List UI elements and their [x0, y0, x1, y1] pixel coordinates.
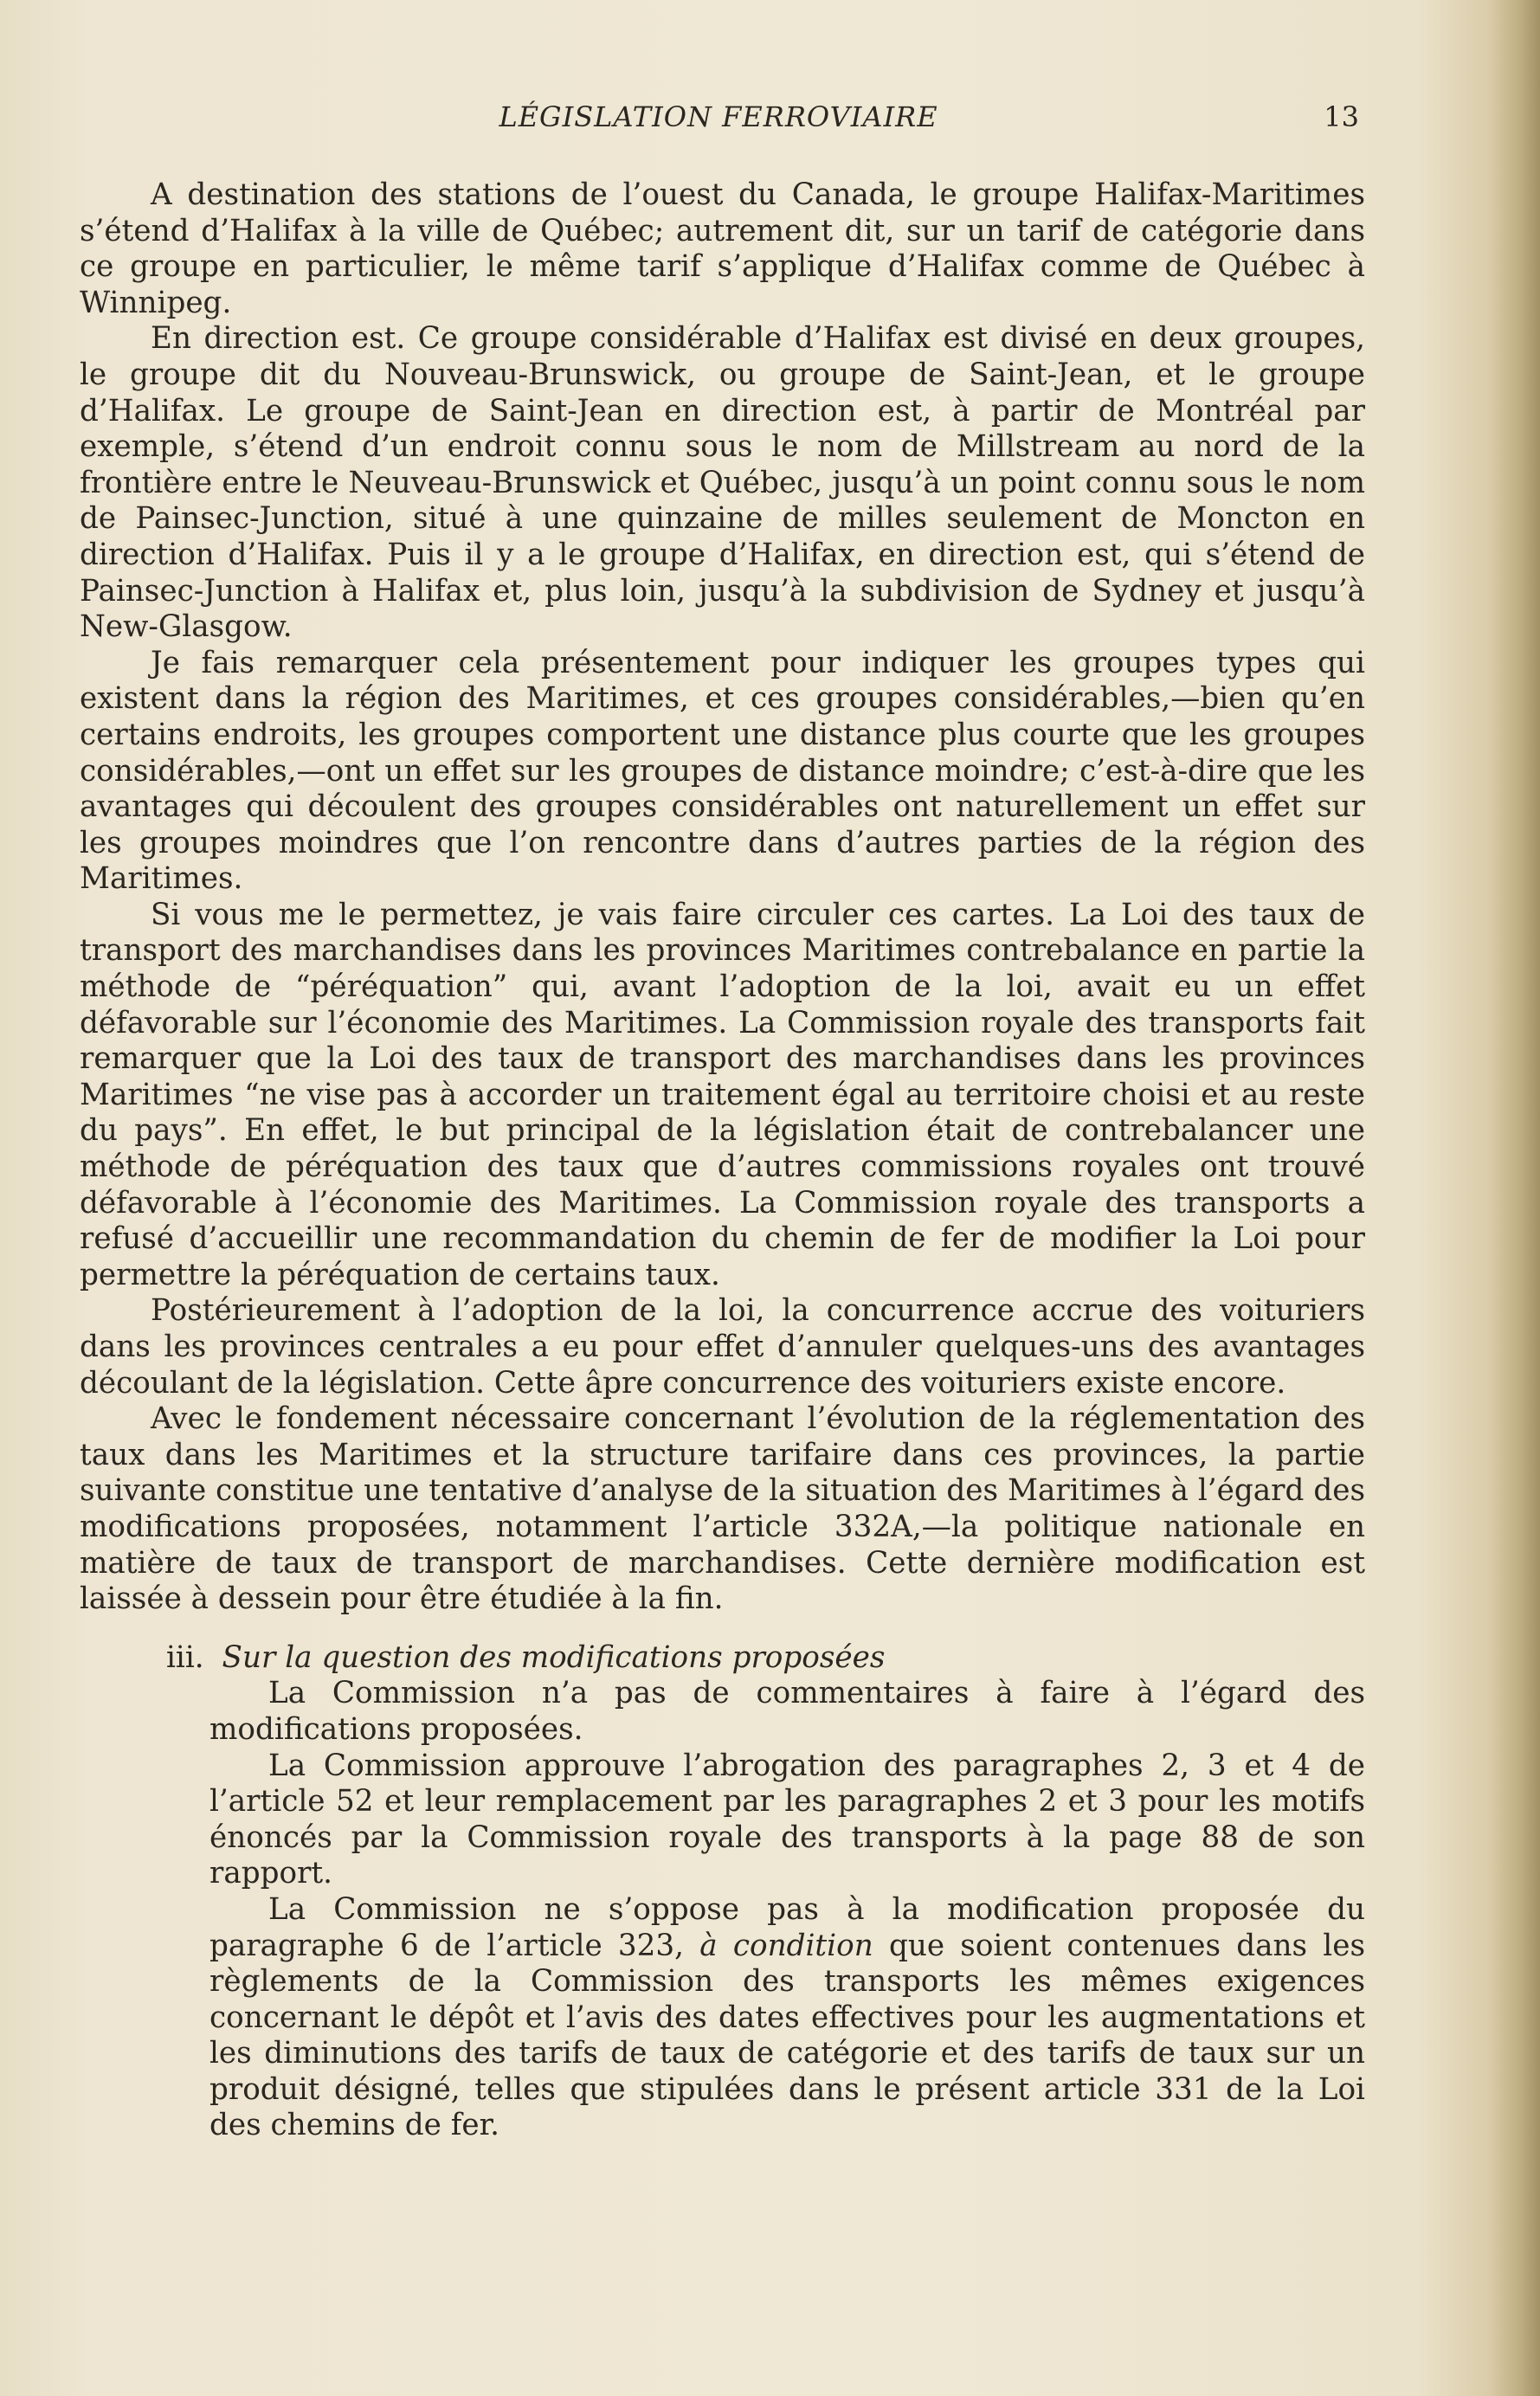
section-iii: [80, 1640, 1365, 2144]
page-header: [78, 100, 1359, 144]
paragraph: Si vous me le permettez, je vais faire circuler ces cartes. La Loi des taux de transport des marchandises dans les provinces Maritimes contrebalance en partie la méthode de “péréquation” qui, avant l’adoption de la loi, avait eu un effet défavorable sur l’économie des Maritimes. La Commission royale des transports fait remarquer que la Loi des taux de transport des marchandises dans les provinces Maritimes “ne vise pas à accorder un traitement égal au territoire choisi et au reste du pays”. En effet, le but principal de la législation était de contrebalancer une méthode de péréquation des taux que d’autres commissions royales ont trouvé défavorable à l’économie des Maritimes. La Commission royale des transports a refusé d’accueillir une recommandation du chemin de fer de modifier la Loi pour permettre la péréquation de certains taux.: [80, 897, 1365, 1292]
section-body: [80, 1676, 1365, 2144]
emphasis-text: à condition: [699, 1928, 873, 1963]
section-number: iii.: [166, 1639, 204, 1675]
text-run: La Commission ne s’oppose pas à la modification proposée du paragraphe 6 de l’article 323,: [209, 1891, 1365, 1963]
section-paragraph: La Commission n’a pas de commentaires à faire à l’égard des modifications proposées.: [209, 1676, 1365, 1747]
body-text: [80, 177, 1365, 2144]
page-number: 13: [1324, 100, 1359, 133]
section-heading: [80, 1640, 1365, 1677]
paragraph: A destination des stations de l’ouest du Canada, le groupe Halifax-Maritimes s’étend d’Halifax à la ville de Québec; autrement dit, sur un tarif de catégorie dans ce groupe en particulier, le même tarif s’applique d’Halifax comme de Québec à Winnipeg.: [80, 177, 1365, 320]
paragraph: Je fais remarquer cela présentement pour indiquer les groupes types qui existent dans la région des Maritimes, et ces groupes considérables,—bien qu’en certains endroits, les groupes comportent une distance plus courte que les groupes considérables,—ont un effet sur les groupes de distance moindre; c’est-à-dire que les avantages qui découlent des groupes considérables ont naturellement un effet sur les groupes moindres que l’on rencontre dans d’autres parties de la région des Maritimes.: [80, 645, 1365, 897]
paragraph: Postérieurement à l’adoption de la loi, la concurrence accrue des voituriers dans les provinces centrales a eu pour effet d’annuler quelques-uns des avantages découlant de la législation. Cette âpre concurrence des voituriers existe encore.: [80, 1293, 1365, 1401]
page-spine-shadow: [1488, 0, 1540, 2396]
paragraph: En direction est. Ce groupe considérable d’Halifax est divisé en deux groupes, le groupe dit du Nouveau-Brunswick, ou groupe de Saint-Jean, et le groupe d’Halifax. Le groupe de Saint-Jean en direction est, à partir de Montréal par exemple, s’étend d’un endroit connu sous le nom de Millstream au nord de la frontière entre le Neuveau-Brunswick et Québec, jusqu’à un point connu sous le nom de Painsec-Junction, situé à une quinzaine de milles seulement de Moncton en direction d’Halifax. Puis il y a le groupe d’Halifax, en direction est, qui s’étend de Painsec-Junction à Halifax et, plus loin, jusqu’à la subdivision de Sydney et jusqu’à New-Glasgow.: [80, 321, 1365, 645]
text-run: que soient contenues dans les règlements de la Commission des transports les mêmes exigences concernant le dépôt et l’avis des dates effectives pour les augmentations et les diminutions des tarifs de taux de catégorie et des tarifs de taux sur un produit désigné, telles que stipulées dans le présent article 331 de la Loi des chemins de fer.: [209, 1928, 1366, 2143]
paragraph: Avec le fondement nécessaire concernant l’évolution de la réglementation des taux dans les Maritimes et la structure tarifaire dans ces provinces, la partie suivante constitue une tentative d’analyse de la situation des Maritimes à l’égard des modifications proposées, notamment l’article 332A,—la politique nationale en matière de taux de transport de marchandises. Cette dernière modification est laissée à dessein pour être étudiée à la fin.: [80, 1401, 1365, 1617]
section-paragraph-last: [209, 1892, 1365, 2144]
running-title: LÉGISLATION FERROVIAIRE: [499, 100, 938, 133]
section-title: Sur la question des modifications proposées: [222, 1639, 886, 1675]
section-paragraph: La Commission approuve l’abrogation des paragraphes 2, 3 et 4 de l’article 52 et leur remplacement par les paragraphes 2 et 3 pour les motifs énoncés par la Commission royale des transports à la page 88 de son rapport.: [209, 1748, 1365, 1891]
